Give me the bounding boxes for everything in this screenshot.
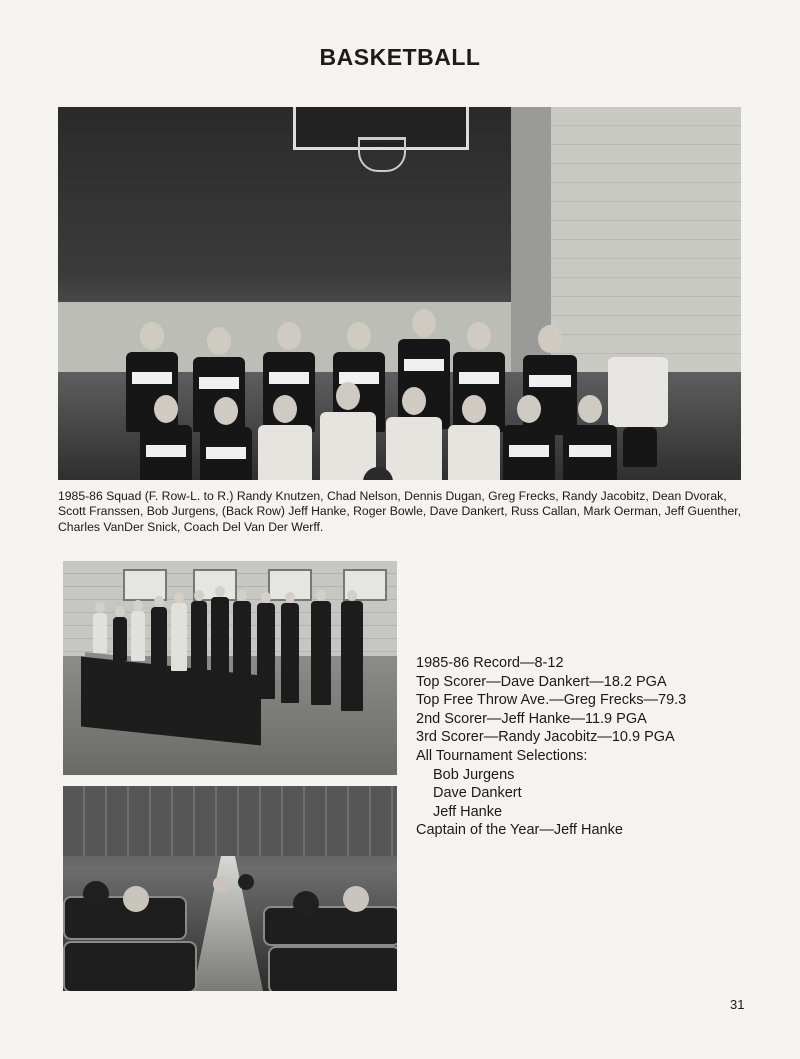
stat-third-scorer: 3rd Scorer—Randy Jacobitz—10.9 PGA (416, 729, 675, 746)
selection-item: Dave Dankert (433, 785, 522, 802)
stat-tournament-heading: All Tournament Selections: (416, 747, 588, 764)
stat-second-scorer: 2nd Scorer—Jeff Hanke—11.9 PGA (416, 710, 647, 727)
season-stats (416, 654, 686, 840)
page-number: 31 (730, 997, 745, 1012)
stat-captain: Captain of the Year—Jeff Hanke (416, 822, 623, 839)
basketball-hoop (358, 137, 406, 172)
stat-record: 1985-86 Record—8-12 (416, 655, 564, 671)
team-photo-caption: 1985-86 Squad (F. Row-L. to R.) Randy Knutzen, Chad Nelson, Dennis Dugan, Greg Frecks, Randy Jacobitz, Dean Dvorak, Scott Franssen, Bob Jurgens, (Back Row) Jeff Hanke, Roger Bowle, Dave Dankert, Russ Callan, Mark Oerman, Jeff Guenther, Charles VanDer Snick, Coach Del Van Der Werff. (58, 489, 742, 534)
selection-item: Jeff Hanke (433, 803, 503, 820)
coach-figure (608, 357, 668, 427)
team-bus-photo (63, 786, 397, 991)
stat-top-scorer: Top Scorer—Dave Dankert—18.2 PGA (416, 673, 667, 690)
stat-free-throw: Top Free Throw Ave.—Greg Frecks—79.3 (416, 692, 687, 709)
team-squad-photo (58, 107, 741, 480)
awards-ceremony-photo (63, 561, 397, 775)
selection-item: Bob Jurgens (433, 766, 515, 783)
page-title: BASKETBALL (319, 44, 481, 70)
